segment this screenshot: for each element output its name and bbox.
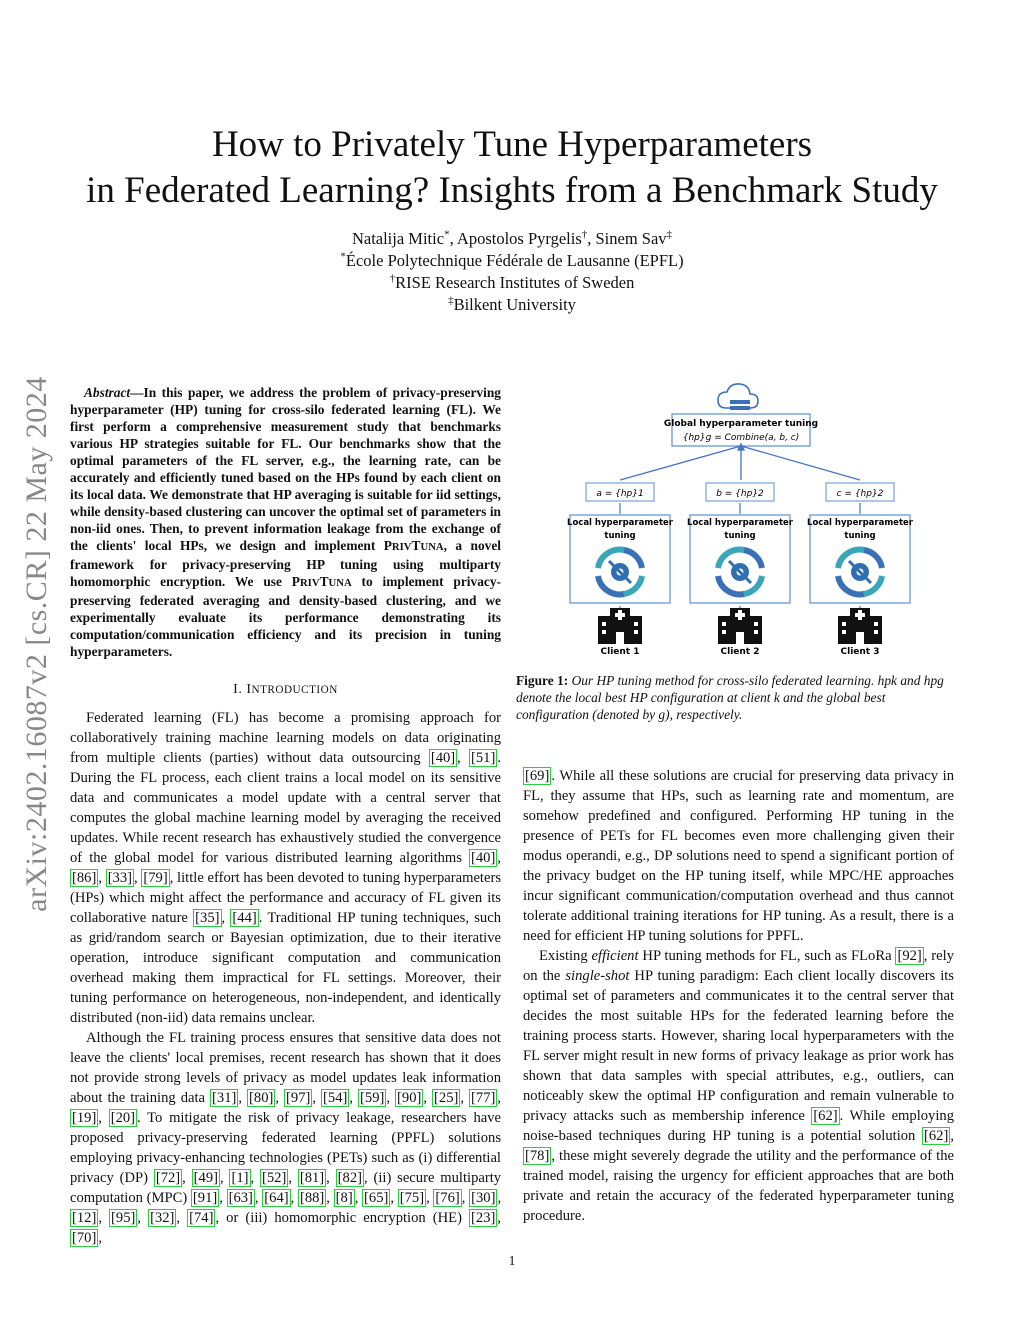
- citation-link[interactable]: [59]: [360, 1090, 385, 1106]
- citation-link[interactable]: [65]: [364, 1190, 389, 1206]
- citation-link[interactable]: [44]: [232, 910, 257, 926]
- citation-link[interactable]: [81]: [299, 1170, 325, 1186]
- client-label: Client 2: [720, 647, 760, 657]
- citation-link[interactable]: [35]: [195, 910, 220, 926]
- citation-link[interactable]: [31]: [212, 1090, 237, 1106]
- citation-link[interactable]: [64]: [264, 1190, 289, 1206]
- hospital-icon: [838, 608, 882, 644]
- author-mark: †: [581, 228, 588, 241]
- arxiv-stamp: [14, 344, 60, 944]
- abstract-label: Abstract: [84, 385, 131, 400]
- author-mark: *: [444, 228, 450, 241]
- citation-link[interactable]: [76]: [435, 1190, 460, 1206]
- local-tuning-label: tuning: [724, 531, 756, 541]
- author-name: Natalija Mitic: [351, 229, 445, 248]
- arxiv-stamp-text: arXiv:2402.16087v2 [cs.CR] 22 May 2024: [20, 376, 53, 912]
- citation-link[interactable]: [40]: [430, 750, 456, 766]
- citation-link[interactable]: [32]: [150, 1210, 175, 1226]
- left-column-body: [70, 708, 501, 1248]
- citation-link[interactable]: [70]: [72, 1230, 97, 1246]
- citation-link[interactable]: [90]: [397, 1090, 422, 1106]
- figure-1-caption: [516, 672, 956, 723]
- caption-text: Our HP tuning method for cross-silo federated learning. hpk and hpg denote the local best HP configuration at client k and the global best configuration (denoted by g), respectively.: [516, 673, 944, 722]
- citation-link[interactable]: [49]: [193, 1170, 218, 1186]
- right-paragraph-2: Existing efficient HP tuning methods for FL, such as FLoRa [92] , rely on the single-shot HP tuning paradigm: Each client locally discovers its optimal set of parameters and communicates it to the central server that decides the most suitable HPs for the federated learning before the training process starts. However, sharing local hyperparameters with the FL server might result in new forms of privacy leakage as prior work has shown that data samples with special attributes, e.g., outliers, can noticeably skew the optimal HP configuration and remain vulnerable to privacy attacks such as membership inference [62] . While employing noise-based techniques during HP tuning is a potential solution [62] , [78] , these might severely degrade the utility and the performance of the trained model, raising the urgency for efficient approaches that are both private and retain the accuracy of the federated hyperparameter tuning procedure.: [523, 948, 955, 1224]
- affiliation-mark: †: [389, 272, 396, 285]
- citation-link[interactable]: [78]: [525, 1148, 550, 1164]
- abstract: Abstract—In this paper, we address the problem of privacy-preserving hyperparameter (HP) tuning for cross-silo federated learning (FL). We first perform a comprehensive measurement study that benchmarks various HP strategies suitable for FL. Our benchmarks show that the optimal parameters of the FL server, e.g., the learning rate, can be accurately and efficiently tuned based on the HPs found by each client on its local data. We demonstrate that HP averaging is suitable for iid settings, while density-based clustering can uncover the optimal set of parameters in non-iid ones. Then, to prevent information leakage from the exchange of the clients' local HPs, we design and implement PRIVTUNA, a novel framework for privacy-preserving HP tuning using multiparty homomorphic encryption. We use PRIVTUNA to implement privacy-preserving federated averaging and density-based clustering, and we experimentally evaluate its performance demonstrating its computation/communication efficiency and its precision in tuning hyperparameters.: [70, 385, 501, 659]
- author-mark: ‡: [666, 228, 673, 241]
- local-tuning-box-1: [570, 515, 670, 603]
- citation-link[interactable]: [62]: [924, 1128, 949, 1144]
- right-paragraph-1: [69] . While all these solutions are crucial for preserving data privacy in FL, they assume that HPs, such as learning rate and momentum, are somehow predefined and configured. Performing HP tuning in the presence of PETs for FL becomes even more challenging given their modus operandi, e.g., DP solutions need to spend a significant portion of the privacy budget on the HP tuning itself, while MPC/HE approaches incur significant communication/computation overhead and thus cannot tolerate additional training iterations for HP tuning. As a result, there is a need for efficient HP tuning solutions for PPFL.: [523, 768, 954, 944]
- citation-link[interactable]: [92]: [897, 948, 922, 964]
- local-value-b: b = {hp}2: [716, 489, 764, 499]
- citation-link[interactable]: [33]: [107, 870, 133, 886]
- citation-link[interactable]: [86]: [72, 870, 97, 886]
- citation-link[interactable]: [82]: [337, 1170, 362, 1186]
- right-column-body: [523, 766, 954, 1226]
- citation-link[interactable]: [1]: [231, 1170, 249, 1186]
- local-tuning-label: tuning: [604, 531, 636, 541]
- citation-link[interactable]: [77]: [471, 1090, 496, 1106]
- citation-link[interactable]: [12]: [72, 1210, 97, 1226]
- citation-link[interactable]: [23]: [471, 1210, 496, 1226]
- local-tuning-label: tuning: [844, 531, 876, 541]
- local-tuning-label: Local hyperparameter: [567, 518, 673, 528]
- citation-link[interactable]: [91]: [192, 1190, 218, 1206]
- citation-link[interactable]: [63]: [228, 1190, 253, 1206]
- hospital-icon: [598, 608, 642, 644]
- arrow-global-to-local-3: [741, 446, 860, 480]
- client-label: Client 1: [600, 647, 640, 657]
- client-label: Client 3: [840, 647, 880, 657]
- intro-paragraph-2: Although the FL training process ensures that sensitive data does not leave the clients' local premises, recent research has shown that it does not provide strong levels of privacy as model updates leak information about the training data [31] , [80] , [97] , [54] , [59] , [90] , [25] , [77] , [19] , [20] . To mitigate the risk of privacy leakage, researchers have proposed privacy-preserving federated learning (PPFL) solutions employing privacy-enhancing technologies (PETs) such as (i) differential privacy (DP) [72] , [49] , [1] , [52] , [81] , [82] , (ii) secure multiparty computation (MPC) [91] , [63] , [64] , [88] , [8] , [65] , [75] , [76] , [30] , [12] , [95] , [32] , [74] , or (iii) homomorphic encryption (HE) [23] , [70] ,: [70, 1030, 502, 1246]
- citation-link[interactable]: [54]: [323, 1090, 348, 1106]
- citation-link[interactable]: [74]: [189, 1210, 214, 1226]
- citation-link[interactable]: [97]: [286, 1090, 311, 1106]
- paper-title-line2: in Federated Learning? Insights from a Benchmark Study: [86, 170, 938, 211]
- local-tuning-label: Local hyperparameter: [687, 518, 793, 528]
- citation-link[interactable]: [8]: [335, 1190, 353, 1206]
- citation-link[interactable]: [75]: [399, 1190, 425, 1206]
- citation-link[interactable]: [40]: [471, 850, 496, 866]
- affiliation-mark: ‡: [448, 294, 454, 307]
- citation-link[interactable]: [69]: [525, 768, 550, 784]
- author-name: Apostolos Pyrgelis: [456, 229, 582, 248]
- figure-1-diagram: [560, 380, 920, 660]
- global-tuning-title: Global hyperparameter tuning: [663, 419, 819, 429]
- privtuna-name: PRIVTUNA: [383, 538, 444, 553]
- affiliation-mark: *: [340, 250, 346, 263]
- author-list: Natalija Mitic*, Apostolos Pyrgelis†, Sinem Sav‡: [351, 228, 673, 248]
- citation-link[interactable]: [80]: [249, 1090, 274, 1106]
- citation-link[interactable]: [25]: [434, 1090, 459, 1106]
- arrow-global-to-local-1: [620, 446, 741, 480]
- privtuna-name: PRIVTUNA: [291, 574, 352, 589]
- local-tuning-box-2: [690, 515, 790, 603]
- intro-paragraph-1: Federated learning (FL) has become a promising approach for collaboratively training machine learning models on data originating from multiple clients (parties) without data outsourcing [40] , [51] . During the FL process, each client trains a local model on its sensitive data and communicates a model update with a central server that computes the global machine learning model by averaging the received updates. While recent research has exhaustively studied the convergence of the global model for various distributed learning algorithms [40] , [86] , [33] , [79] , little effort has been devoted to tuning hyperparameters (HPs) which might affect the performance and accuracy of FL given its collaborative nature [35] , [44] . Traditional HP tuning techniques, such as grid/random search or Bayesian optimization, due to their iterative operation, introduce significant computation and communication overhead making them impractical for FL settings. Moreover, their tuning performance on heterogeneous, non-independent, and identically distributed (non-iid) data remains unclear.: [70, 710, 502, 1026]
- local-value-a: a = {hp}1: [596, 489, 644, 499]
- section-heading-introduction: I. INTRODUCTION: [233, 682, 338, 697]
- global-tuning-formula: {hp}g = Combine(a, b, c): [682, 433, 800, 443]
- citation-link[interactable]: [20]: [110, 1110, 136, 1126]
- local-value-c: c = {hp}2: [836, 489, 884, 499]
- cloud-server-icon: [718, 384, 758, 410]
- citation-link[interactable]: [30]: [471, 1190, 496, 1206]
- citation-link[interactable]: [51]: [471, 750, 496, 766]
- affiliation-3: ‡Bilkent University: [448, 294, 576, 314]
- citation-link[interactable]: [19]: [72, 1110, 97, 1126]
- affiliation-2: †RISE Research Institutes of Sweden: [389, 272, 635, 292]
- citation-link[interactable]: [52]: [262, 1170, 287, 1186]
- page-number: 1: [508, 1254, 516, 1269]
- local-tuning-label: Local hyperparameter: [807, 518, 913, 528]
- citation-link[interactable]: [79]: [143, 870, 168, 886]
- hospital-icon: [718, 608, 762, 644]
- local-tuning-box-3: [810, 515, 910, 603]
- paper-title-line1: How to Privately Tune Hyperparameters: [211, 124, 813, 165]
- citation-link[interactable]: [95]: [111, 1210, 136, 1226]
- citation-link[interactable]: [62]: [813, 1108, 838, 1124]
- caption-label: Figure 1:: [516, 673, 569, 688]
- author-name: Sinem Sav: [595, 229, 667, 248]
- citation-link[interactable]: [88]: [299, 1190, 325, 1206]
- affiliation-1: *École Polytechnique Fédérale de Lausanne (EPFL): [340, 250, 684, 270]
- citation-link[interactable]: [72]: [155, 1170, 181, 1186]
